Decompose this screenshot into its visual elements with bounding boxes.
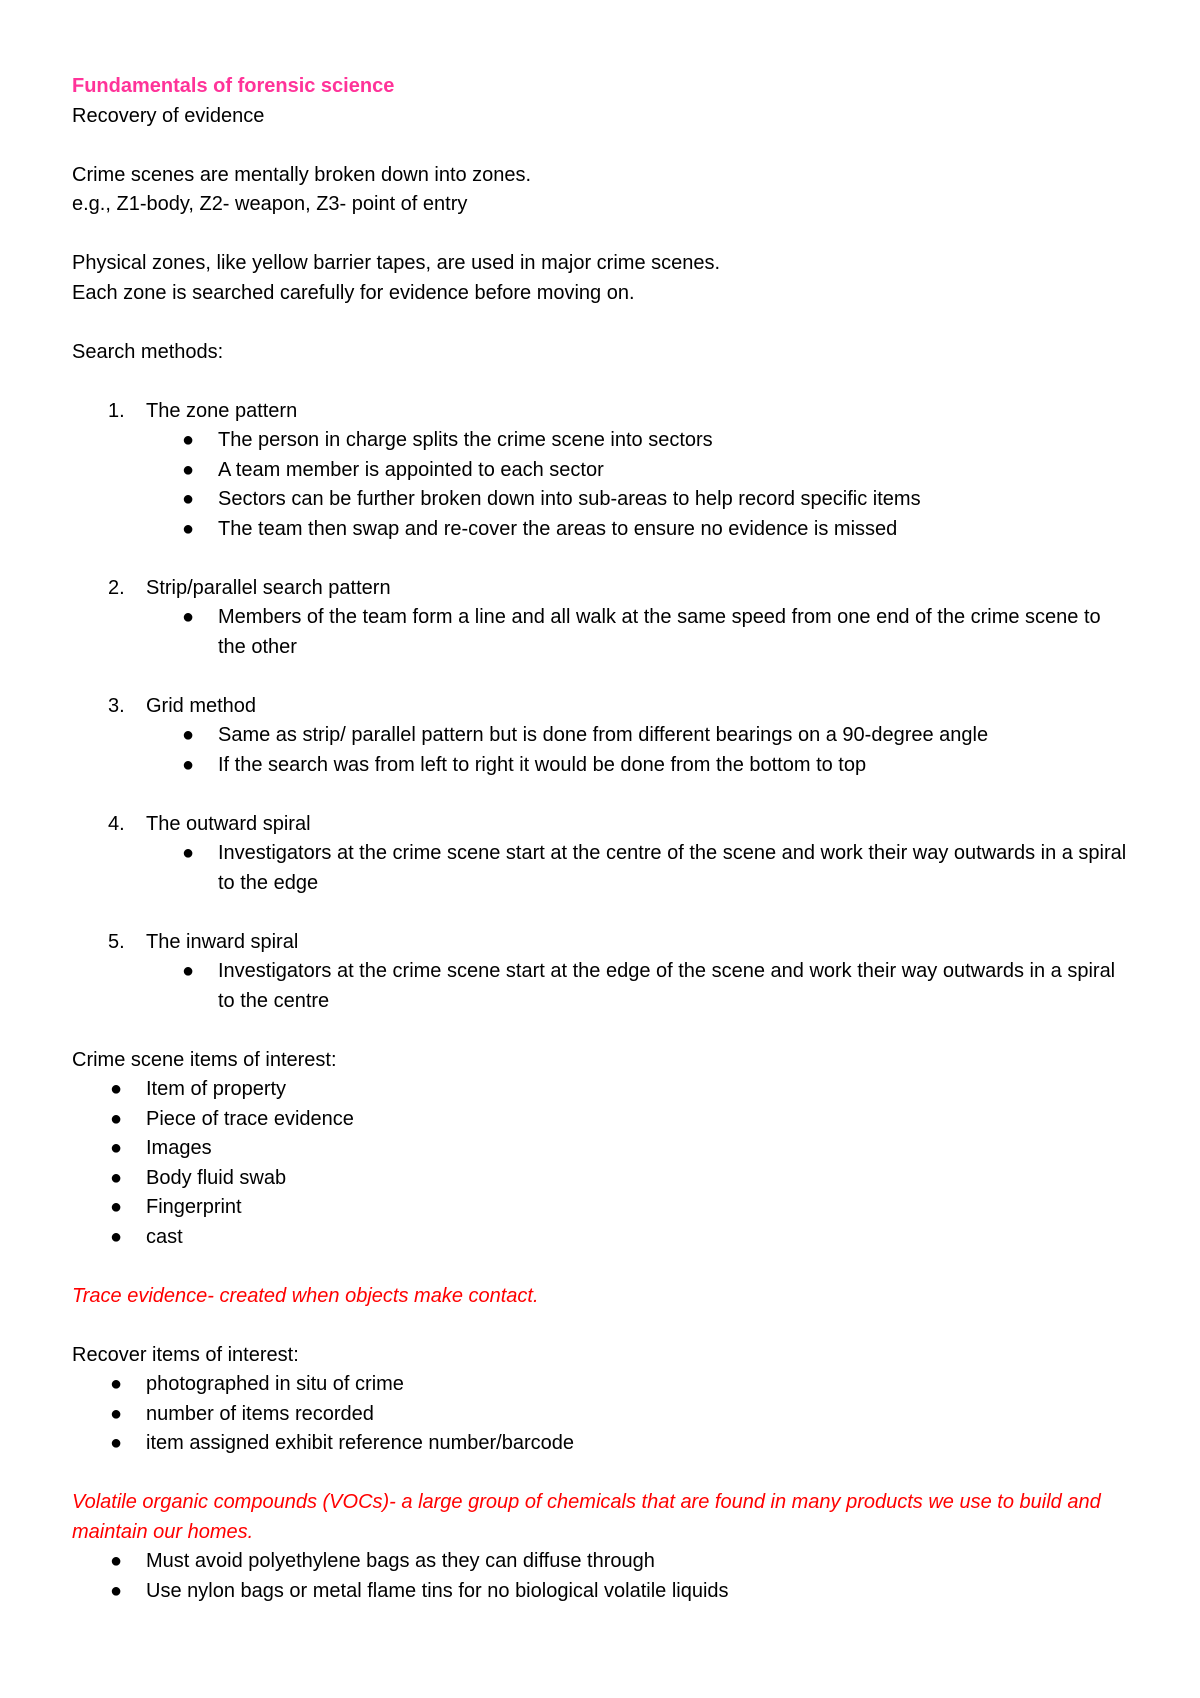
bullet-icon: ● [110,1196,123,1218]
bullet-icon: ● [182,488,195,510]
method-item [72,928,1132,958]
intro-line: Crime scenes are mentally broken down into zones. [72,163,532,186]
method-number: 4. [108,812,125,835]
list-item: ● item assigned exhibit reference number/barcode [72,1429,1132,1459]
method-bullets [72,957,1132,1016]
method-number: 3. [108,694,125,717]
list-item: ● Item of property [72,1075,1132,1105]
method-bullet: ● Members of the team form a line and all walk at the same speed from one end of the crime scene to the other [72,603,1132,662]
method-name: Grid method [146,694,257,717]
spacer [72,1311,1132,1341]
document-title: Fundamentals of forensic science [72,75,395,97]
method-bullets [72,426,1132,544]
recover-list [72,1370,1132,1459]
bullet-icon: ● [182,753,195,776]
bullet-icon: ● [182,960,195,982]
zones-line: Physical zones, like yellow barrier tapes, are used in major crime scenes. [72,252,721,274]
method-name: The outward spiral [146,812,311,835]
items-heading: Crime scene items of interest: [72,1048,337,1071]
spacer [72,780,1132,810]
list-item: ● Use nylon bags or metal flame tins for no biological volatile liquids [72,1577,1132,1607]
bullet-icon: ● [182,842,195,864]
spacer [72,1459,1132,1489]
spacer [72,544,1132,574]
list-item: ● Body fluid swab [72,1164,1132,1194]
bullet-icon: ● [110,1137,123,1159]
list-item: ● Images [72,1134,1132,1164]
trace-evidence-definition: Trace evidence- created when objects make contact. [72,1284,539,1307]
method-number: 5. [108,930,125,953]
method-bullet: ● A team member is appointed to each sector [72,456,1132,486]
bullet-icon: ● [110,1373,123,1395]
bullet-icon: ● [110,1402,123,1425]
bullet-icon: ● [110,1432,123,1454]
bullet-icon: ● [182,724,195,746]
list-item: ● cast [72,1223,1132,1253]
bullet-icon: ● [182,458,195,481]
bullet-icon: ● [182,517,195,540]
list-item: ● Fingerprint [72,1193,1132,1223]
method-bullet: ● Sectors can be further broken down into sub-areas to help record specific items [72,485,1132,515]
method-item [72,692,1132,722]
method-bullets [72,839,1132,898]
method-item [72,574,1132,604]
method-bullet: ● If the search was from left to right it would be done from the bottom to top [72,751,1132,781]
method-name: The zone pattern [146,399,298,422]
spacer [72,367,1132,397]
spacer [72,131,1132,161]
spacer [72,1016,1132,1046]
items-list [72,1075,1132,1252]
voc-definition: Volatile organic compounds (VOCs)- a large group of chemicals that are found in many products we use to build and maintain our homes. [72,1491,1107,1543]
method-bullet: ● The team then swap and re-cover the areas to ensure no evidence is missed [72,515,1132,545]
spacer [72,220,1132,250]
bullet-icon: ● [110,1579,123,1602]
method-bullets [72,721,1132,780]
bullet-icon: ● [110,1225,123,1248]
spacer [72,898,1132,928]
document-subtitle: Recovery of evidence [72,104,265,127]
method-number: 2. [108,576,125,599]
method-name: Strip/parallel search pattern [146,576,391,599]
list-item: ● Piece of trace evidence [72,1105,1132,1135]
bullet-icon: ● [110,1078,123,1100]
spacer [72,662,1132,692]
search-methods-heading: Search methods: [72,340,224,363]
method-bullet: ● Same as strip/ parallel pattern but is done from different bearings on a 90-degree angle [72,721,1132,751]
list-item: ● Must avoid polyethylene bags as they can diffuse through [72,1547,1132,1577]
intro-line: e.g., Z1-body, Z2- weapon, Z3- point of entry [72,193,468,215]
spacer [72,308,1132,338]
method-item [72,397,1132,427]
method-bullet: ● Investigators at the crime scene start at the edge of the scene and work their way outwards in a spiral to the centre [72,957,1132,1016]
spacer [72,1252,1132,1282]
method-bullet: ● Investigators at the crime scene start at the centre of the scene and work their way outwards in a spiral to the edge [72,839,1132,898]
bullet-icon: ● [182,606,195,628]
method-number: 1. [108,399,125,422]
method-bullet: ● The person in charge splits the crime scene into sectors [72,426,1132,456]
bullet-icon: ● [110,1107,123,1130]
document-page [72,72,1132,1606]
bullet-icon: ● [182,429,195,451]
method-bullets [72,603,1132,662]
list-item: ● number of items recorded [72,1400,1132,1430]
method-item [72,810,1132,840]
voc-list [72,1547,1132,1606]
recover-heading: Recover items of interest: [72,1343,299,1366]
zones-line: Each zone is searched carefully for evidence before moving on. [72,281,635,304]
method-name: The inward spiral [146,930,299,953]
list-item: ● photographed in situ of crime [72,1370,1132,1400]
bullet-icon: ● [110,1550,123,1572]
bullet-icon: ● [110,1166,123,1189]
